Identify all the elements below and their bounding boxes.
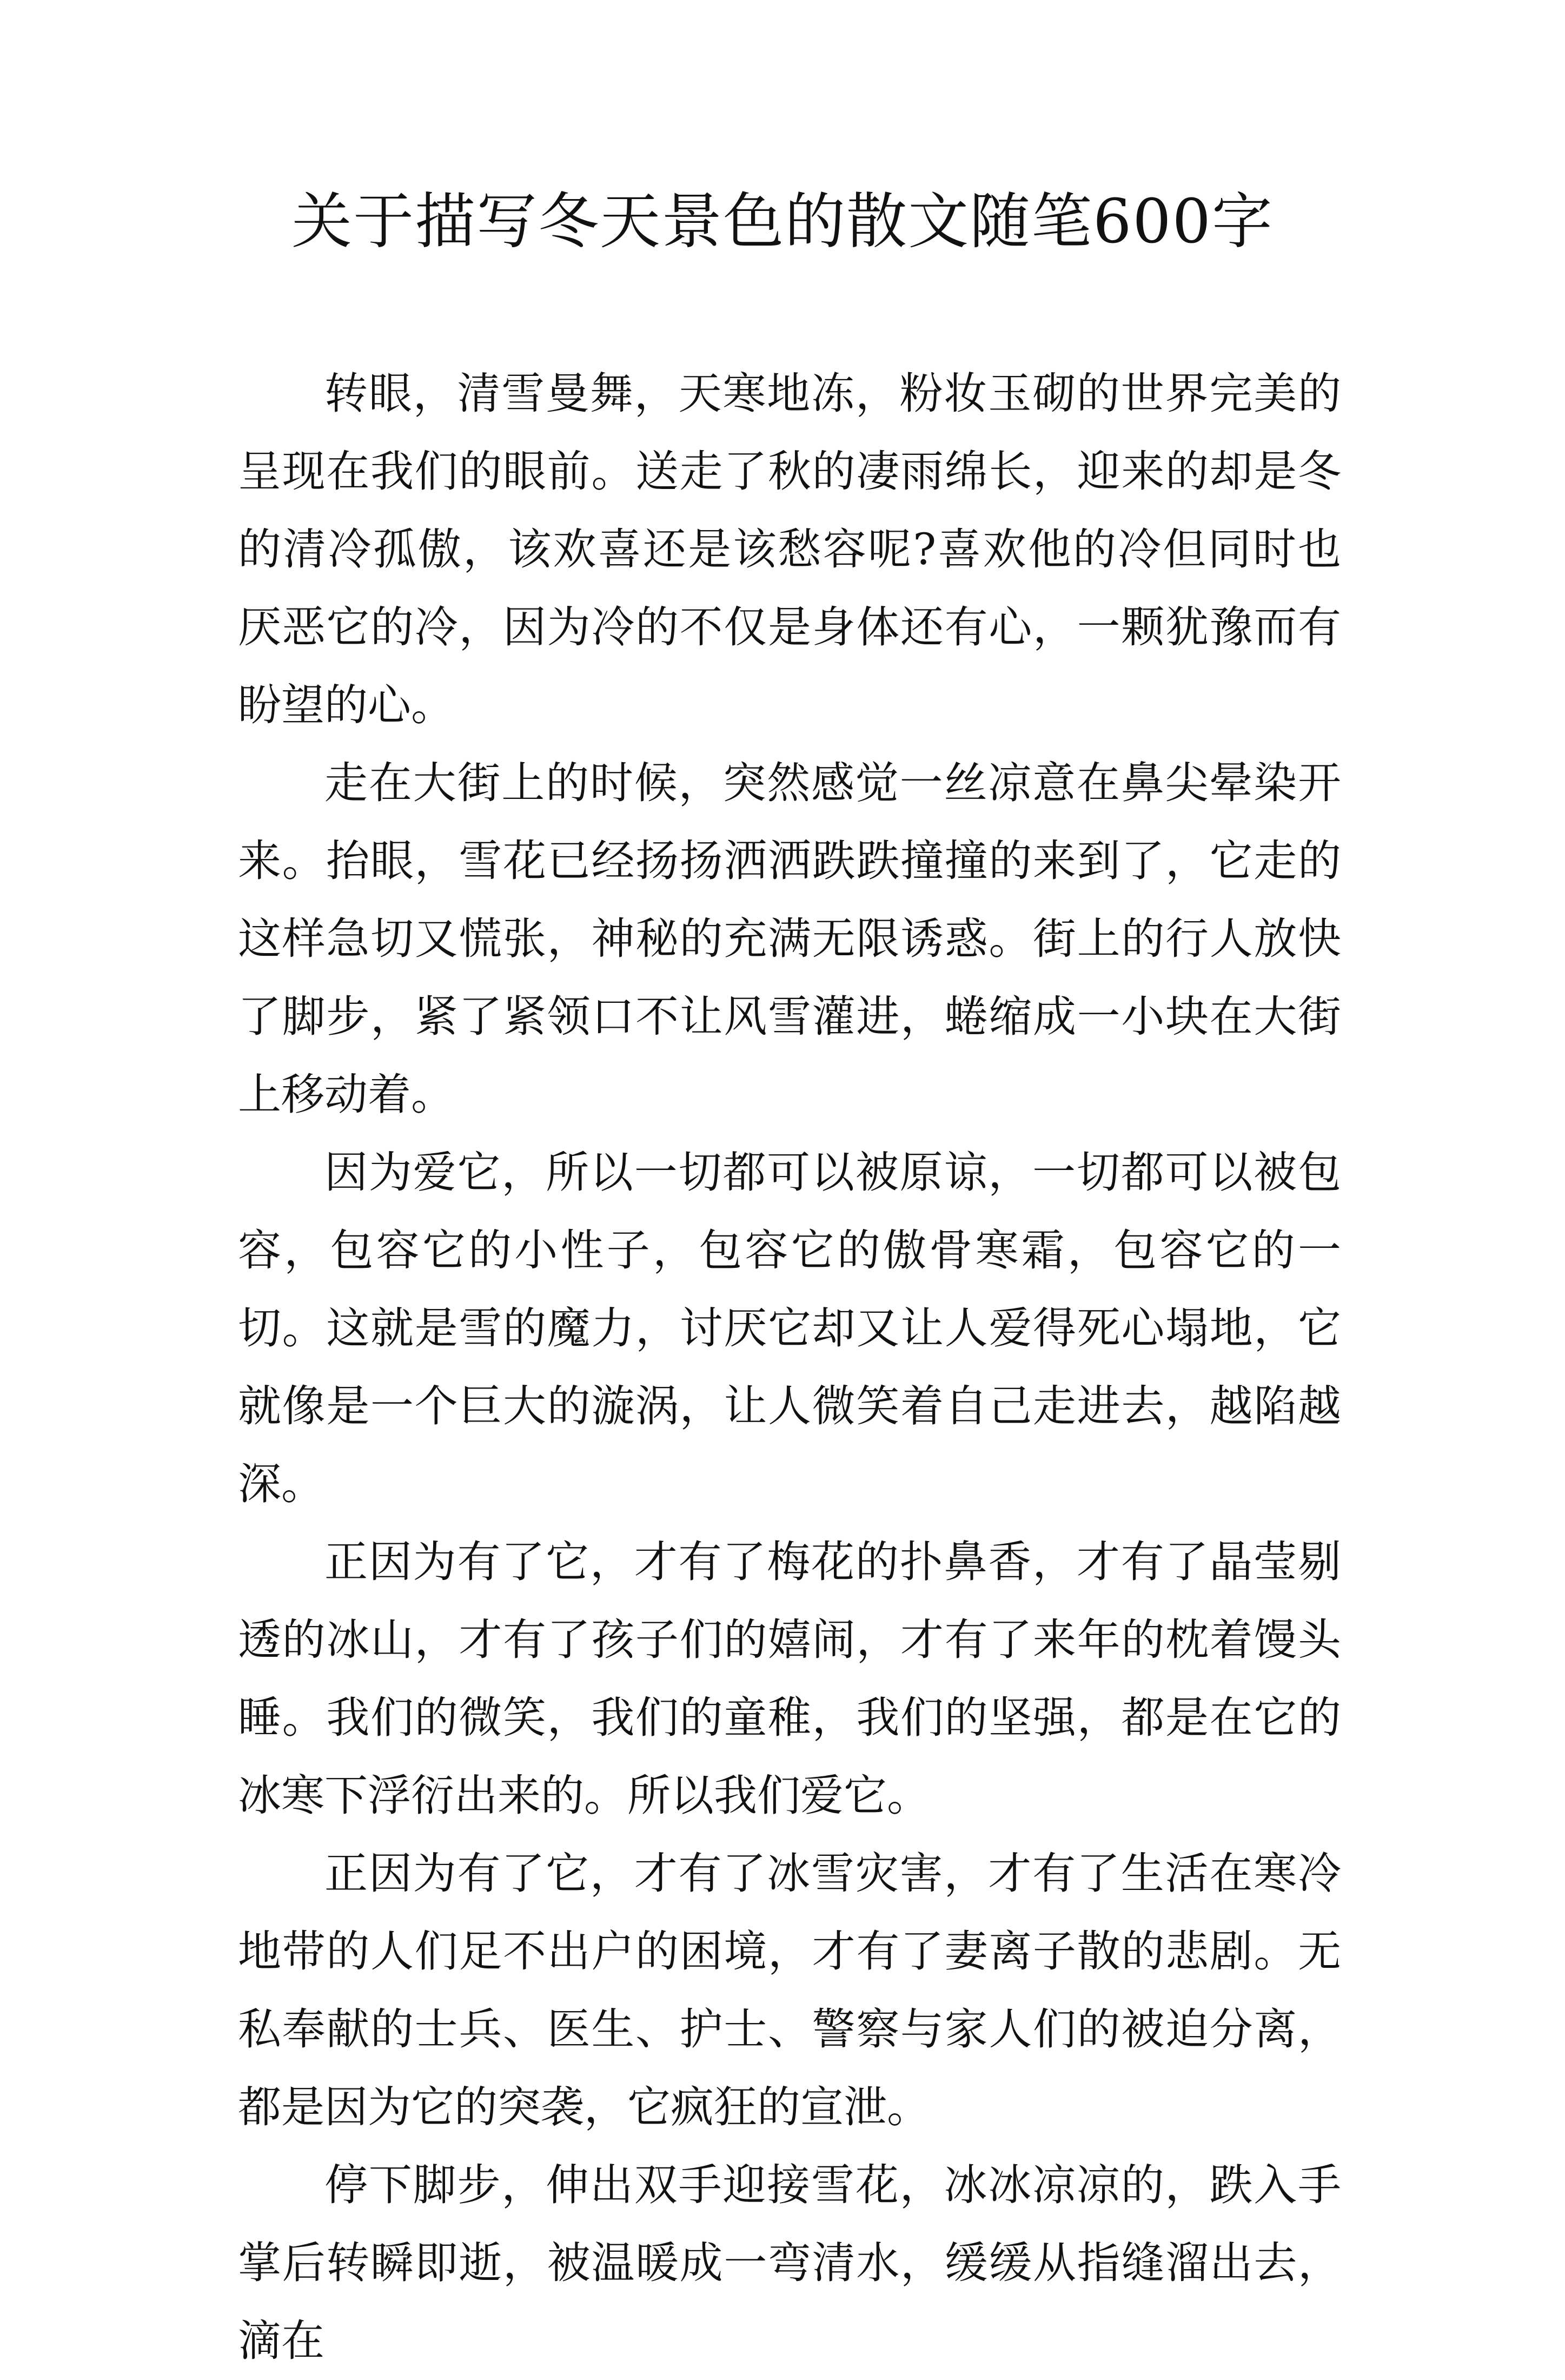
document-title: 关于描写冬天景色的散文随笔600字 — [291, 187, 1274, 257]
paragraph-5: 正因为有了它，才有了冰雪灾害，才有了生活在寒冷地带的人们足不出户的困境，才有了妻离子散的悲剧。无私奉献的士兵、医生、护士、警察与家人们的被迫分离，都是因为它的突袭，它疯狂的宣泄。 — [238, 1848, 1341, 2132]
paragraph-4: 正因为有了它，才有了梅花的扑鼻香，才有了晶莹剔透的冰山，才有了孩子们的嬉闹，才有了来年的枕着馒头睡。我们的微笑，我们的童稚，我们的坚强，都是在它的冰寒下浮衍出来的。所以我们爱它。 — [238, 1537, 1341, 1821]
paragraph-1: 转眼，清雪曼舞，天寒地冻，粉妆玉砌的世界完美的呈现在我们的眼前。送走了秋的凄雨绵长，迎来的却是冬的清冷孤傲，该欢喜还是该愁容呢?喜欢他的冷但同时也厌恶它的冷，因为冷的不仅是身体还有心，一颗犹豫而有盼望的心。 — [238, 368, 1341, 730]
paragraph-3: 因为爱它，所以一切都可以被原谅，一切都可以被包容，包容它的小性子，包容它的傲骨寒霜，包容它的一切。这就是雪的魔力，讨厌它却又让人爱得死心塌地，它就像是一个巨大的漩涡，让人微笑着自己走进去，越陷越深。 — [238, 1147, 1341, 1509]
paragraph-6: 停下脚步，伸出双手迎接雪花，冰冰凉凉的，跌入手掌后转瞬即逝，被温暖成一弯清水，缓缓从指缝溜出去，滴在 — [238, 2160, 1341, 2366]
document-body — [238, 355, 1341, 2380]
paragraph-2: 走在大街上的时候，突然感觉一丝凉意在鼻尖晕染开来。抬眼，雪花已经扬扬洒洒跌跌撞撞的来到了，它走的这样急切又慌张，神秘的充满无限诱惑。街上的行人放快了脚步，紧了紧领口不让风雪灌进，蜷缩成一小块在大街上移动着。 — [238, 758, 1341, 1120]
